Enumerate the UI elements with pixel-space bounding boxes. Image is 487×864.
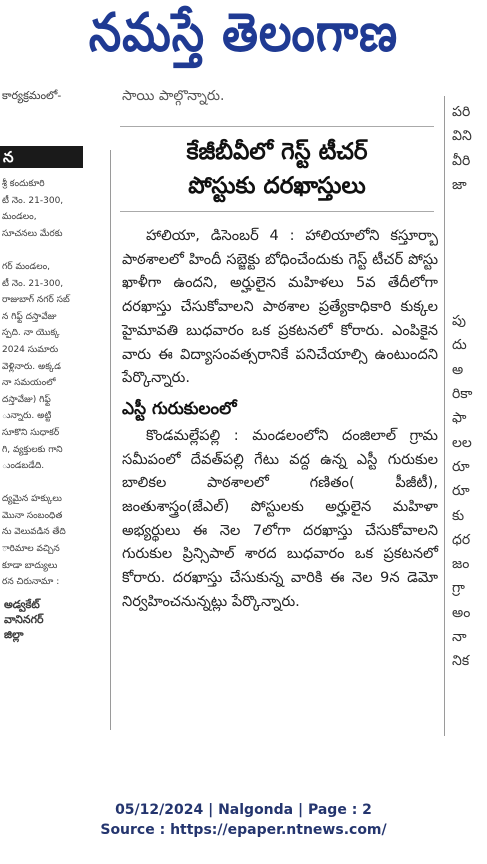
article-paragraph-1: హాలియా, డిసెంబర్ 4 : హాలియాలోని కస్తూర్బా పాఠశాలలో హిందీ సబ్జెక్టు బోధించేందుకు గెస్ట్ టీచర్ పోస్టు ఖాళీగా ఉందని, అర్హులైన మహిళలు 5వ తేదీలోగా దరఖాస్తు చేసుకోవాలని పాఠశాల ప్రత్యేకాధికారి కుక్కల హైమావతి బుధవారం ఒక ప్రకటనలో కోరారు. ఎంపికైన వారు ఈ విద్యాసంవత్సరానికే పనిచేయాల్సి ఉంటుందని పేర్కొన్నారు. xyxy=(122,227,438,387)
left-body-line: శ్రీ కందుకూరి xyxy=(2,179,45,189)
left-column-article xyxy=(0,88,108,733)
right-body-line: అ xyxy=(452,361,464,378)
right-body-line: దు xyxy=(452,337,467,354)
headline-line-2: పోస్టుకు దరఖాస్తులు xyxy=(188,173,366,199)
right-body-line: ధర xyxy=(452,531,471,548)
left-body-line: కూడా బాద్యులు xyxy=(2,560,58,571)
left-body-line: ద్యమైన హక్కులు xyxy=(2,494,62,505)
page-footer xyxy=(0,800,487,840)
left-body-line: రన చిరునామా : xyxy=(2,577,60,588)
left-body-line: గి, వ్యక్తులకు గాని xyxy=(2,444,63,455)
left-body-line: దస్తావేజు) గిఫ్ట్ xyxy=(2,394,51,405)
left-body-line xyxy=(2,475,108,492)
right-body-line: గ్రా xyxy=(452,580,465,597)
right-body-line: జా xyxy=(452,176,467,193)
left-body-line: మండలం, xyxy=(2,212,37,223)
column-divider-right xyxy=(444,96,445,736)
left-body-line: గర్ మండలం, xyxy=(2,261,50,272)
left-signature-line: అడ్వకేట్ xyxy=(4,597,40,611)
right-column-gap xyxy=(452,197,487,309)
right-body-line: నిక xyxy=(452,653,470,670)
left-body-line: స్పది. నా యొక్క xyxy=(2,328,60,339)
left-signature xyxy=(0,597,108,642)
left-body-lines xyxy=(0,176,108,591)
right-body-line: పరి xyxy=(452,104,471,120)
left-body-line: టీ నెం. 21-300, xyxy=(2,195,64,206)
left-body-line: ుండబడేది. xyxy=(2,461,45,472)
right-body-line: రూ xyxy=(452,483,470,500)
left-body-line: ను వెలువడిన తేది xyxy=(2,527,66,538)
right-body-line: రికా xyxy=(452,386,473,403)
right-body-line: నా xyxy=(452,629,467,646)
left-top-fragment: కార్యక్రమంలో- xyxy=(2,89,62,102)
left-body-line: ారిమాల వచ్చిన xyxy=(2,544,60,555)
left-signature-line: వానినగర్ xyxy=(4,612,44,626)
left-body-line: మొనా సంబంధిత xyxy=(2,510,63,521)
right-body-line: ఫా xyxy=(452,410,467,427)
right-column-article xyxy=(452,100,487,740)
left-body-line: 2024 సుమారు xyxy=(2,344,59,355)
left-body-line: సూచనలు మేరకు xyxy=(2,228,63,239)
article-subheading: ఎస్టీ గురుకులంలో xyxy=(122,398,237,419)
left-heading: న xyxy=(0,146,83,168)
left-signature-line: జిల్లా xyxy=(4,627,24,641)
left-body-line: రాజుబాగ్ నగర్ సబ్ xyxy=(2,295,70,306)
right-body-line: రూ xyxy=(452,458,470,475)
right-body-line: లల xyxy=(452,434,472,451)
left-body-line xyxy=(2,242,108,259)
headline-line-1: కేజీబీవీలో గెస్ట్ టీచర్ xyxy=(186,139,368,165)
left-body-line: టీ నెం. 21-300, xyxy=(2,278,64,289)
column-divider-left xyxy=(110,150,111,730)
main-top-fragment: సాయి పాల్గొన్నారు. xyxy=(122,88,225,104)
footer-date-edition: 05/12/2024 | Nalgonda | Page : 2 xyxy=(115,802,372,818)
right-body-line: జం xyxy=(452,556,470,573)
left-body-line: న గిఫ్ట్ దస్తావేజు xyxy=(2,311,57,322)
left-body-line: నా సమయంలో xyxy=(2,378,56,389)
headline xyxy=(120,126,434,212)
main-article xyxy=(112,88,442,614)
left-body-line: ున్నారు. అట్టి xyxy=(2,411,52,422)
right-body-line: విని xyxy=(452,128,472,145)
left-body-line: సూకొని సుధాకర్ xyxy=(2,427,60,438)
right-body-line: కు xyxy=(452,507,465,524)
masthead xyxy=(0,0,487,78)
footer-source-link[interactable]: Source : https://epaper.ntnews.com/ xyxy=(100,822,387,838)
newspaper-logo-title: నమస్తే తెలంగాణ xyxy=(88,1,399,64)
right-body-line: అం xyxy=(452,604,471,621)
article-paragraph-2: కొండమల్లేపల్లి : మండలంలోని దంజిలాల్ గ్రామ సమీపంలో దేవత్‌పల్లి గేటు వద్ద ఉన్న ఎస్టీ గురుకుల బాలికల పాఠశాలలో గణితం( పీజీటీ), జంతుశాస్త్రం(జేఎల్) పోస్టులకు అర్హులైన మహిళా అభ్యర్థులు ఈ నెల 7లోగా దరఖాస్తు చేసుకోవాలని గురుకుల ప్రిన్సిపాల్ శారద బుధవారం ఒక ప్రకటనలో కోరారు. దరఖాస్తు చేసుకున్న వారికి ఈ నెల 9న డెమో నిర్వహించనున్నట్లు పేర్కొన్నారు. xyxy=(122,426,438,610)
left-body-line: వెళ్లినారు. అక్కడ xyxy=(2,361,61,372)
right-body-line: పు xyxy=(452,313,466,330)
right-body-line: వీరి xyxy=(452,152,471,169)
